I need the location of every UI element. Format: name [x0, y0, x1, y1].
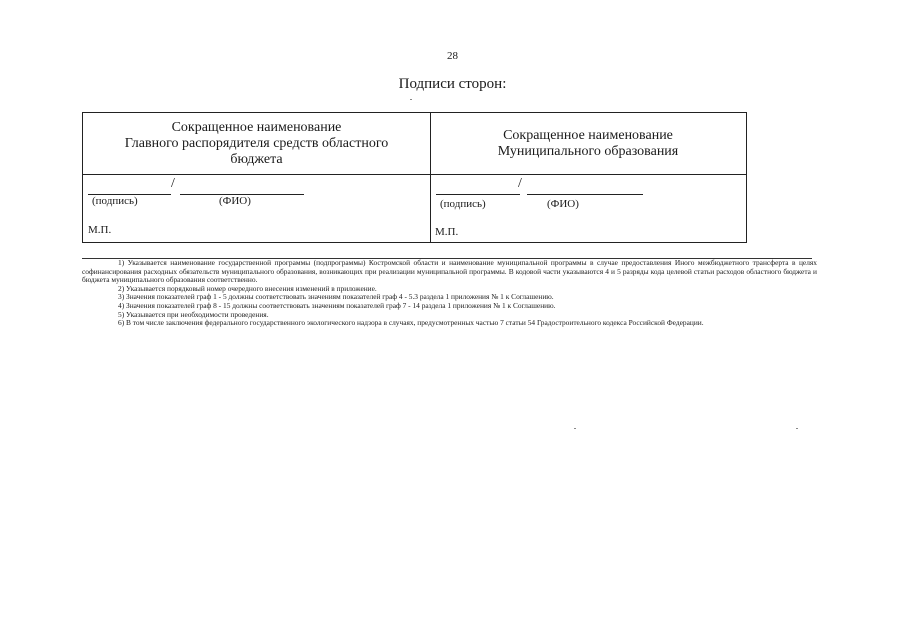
- right-stamp-label: М.П.: [435, 226, 459, 238]
- left-party-header: [83, 113, 430, 175]
- left-name-label: (ФИО): [219, 195, 251, 207]
- right-name-line: [527, 194, 643, 195]
- right-party-column: [430, 113, 746, 242]
- left-party-column: [83, 113, 431, 242]
- footnotes: [82, 259, 817, 328]
- footnote-6: 6) В том числе заключения федерального государственного экологического надзора в случаях, предусмотренных частью 7 статьи 54 Градостроительного кодекса Российской Федерации.: [118, 318, 704, 328]
- right-name-label: (ФИО): [547, 198, 579, 210]
- footnote-3: 3) Значения показателей граф 1 - 5 должны соответствовать значениям показателей граф 4 - 5.3 раздела 1 приложения № 1 к Соглашению.: [118, 292, 554, 302]
- right-signature-label: (подпись): [440, 198, 486, 210]
- footnote-4: 4) Значения показателей граф 8 - 15 должны соответствовать значениям показателей граф 7 - 14 раздела 1 приложения № 1 к Соглашению.: [118, 300, 556, 310]
- scan-speck: [796, 428, 798, 429]
- right-header-line-2: Муниципального образования: [497, 143, 679, 159]
- left-header-line-2: Главного распорядителя средств областного: [124, 135, 389, 151]
- right-party-header: [430, 113, 746, 175]
- left-stamp-label: М.П.: [88, 224, 112, 236]
- footnote-5: 5) Указывается при необходимости проведения.: [118, 309, 269, 319]
- left-slash: /: [171, 176, 175, 191]
- footnote-2: 2) Указывается порядковый номер очередного внесения изменений в приложение.: [118, 283, 377, 293]
- right-signature-line: [436, 194, 520, 195]
- scan-speck: [574, 428, 576, 429]
- left-header-line-1: Сокращенное наименование: [171, 119, 342, 135]
- right-header-line-1: Сокращенное наименование: [503, 127, 673, 143]
- scan-speck: [410, 99, 412, 100]
- signatures-table: [82, 112, 747, 243]
- signatures-title: Подписи сторон:: [398, 76, 507, 92]
- right-slash: /: [518, 176, 522, 191]
- left-header-line-3: бюджета: [230, 151, 283, 167]
- footnote-1: 1) Указывается наименование государственной программы (подпрограммы) Костромской области и наименование муниципальной программы в случае предоставления Иного межбюджетного трансферта в целях софинансирования расходных обязательств муниципального образования, возникающих при реализации муниципальной программы. В кодовой части указываются 4 и 5 разряды кода целевой статьи расходов областного бюджета и бюджета муниципального образования соответственно.: [82, 258, 817, 285]
- left-signature-label: (подпись): [92, 195, 138, 207]
- page-number: 28: [447, 50, 458, 62]
